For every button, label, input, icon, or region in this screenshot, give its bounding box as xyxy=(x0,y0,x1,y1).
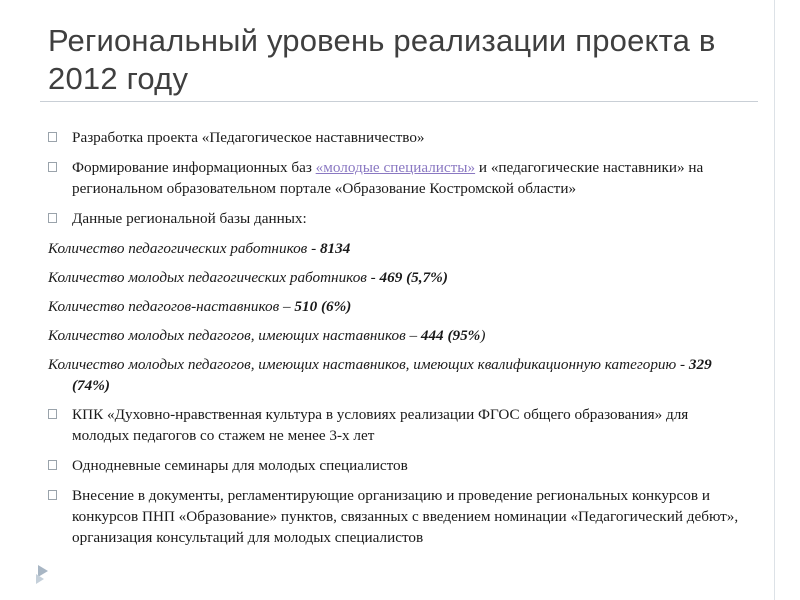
bullet-text: Однодневные семинары для молодых специалистов xyxy=(72,457,408,474)
slide-title: Региональный уровень реализации проекта в 2012 году xyxy=(48,23,716,96)
stat-value: 510 (6%) xyxy=(294,298,352,315)
bullet-item xyxy=(48,485,748,548)
right-divider xyxy=(774,0,775,600)
stat-tail: ) xyxy=(480,327,486,344)
stat-line xyxy=(48,238,748,259)
stat-line xyxy=(48,354,748,396)
stat-value: 329 (74%) xyxy=(72,356,712,394)
stat-line xyxy=(48,325,748,346)
square-bullet-icon xyxy=(48,409,57,419)
square-bullet-icon xyxy=(48,162,57,172)
stat-line xyxy=(48,267,748,288)
bullet-text: Внесение в документы, регламентирующие организацию и проведение региональных конкурсов и конкурсов ПНП «Образование» пунктов, связанных с введением номинации «Педагогический дебют», организация консультаций для молодых специалистов xyxy=(72,487,739,546)
bullet-item xyxy=(48,404,748,446)
stat-label: Количество педагогических работников - xyxy=(48,240,320,257)
stat-value: 469 (5,7%) xyxy=(379,269,448,286)
bullet-text: КПК «Духовно-нравственная культура в условиях реализации ФГОС общего образования» для молодых педагогов со стажем не менее 3-х лет xyxy=(72,406,689,444)
bullet-item xyxy=(48,127,748,148)
stat-label: Количество молодых педагогических работников - xyxy=(48,269,380,286)
square-bullet-icon xyxy=(48,490,57,500)
bullet-text: Разработка проекта «Педагогическое наставничество» xyxy=(72,129,425,146)
bullet-item xyxy=(48,208,748,229)
square-bullet-icon xyxy=(48,132,57,142)
triangle-arrow-icon xyxy=(36,574,44,584)
bullet-item xyxy=(48,157,748,199)
stat-label: Количество молодых педагогов, имеющих наставников, имеющих квалификационную категорию - xyxy=(48,356,689,373)
bullet-text-post: и «педагогические наставники» на региональном образовательном портале «Образование Костромской области» xyxy=(72,159,704,197)
square-bullet-icon xyxy=(48,213,57,223)
stat-label: Количество молодых педагогов, имеющих наставников – xyxy=(48,327,421,344)
square-bullet-icon xyxy=(48,460,57,470)
stat-value: 8134 xyxy=(319,240,351,257)
bullet-text-pre: Формирование информационных баз xyxy=(72,159,316,176)
database-link[interactable]: «молодые специалисты» xyxy=(315,159,476,176)
slide-content xyxy=(48,127,748,557)
bullet-text: Данные региональной базы данных: xyxy=(72,210,307,227)
stat-line xyxy=(48,296,748,317)
title-divider xyxy=(40,101,758,102)
stat-label: Количество педагогов-наставников – xyxy=(48,298,295,315)
bullet-item xyxy=(48,455,748,476)
stat-value: 444 (95% xyxy=(420,327,481,344)
